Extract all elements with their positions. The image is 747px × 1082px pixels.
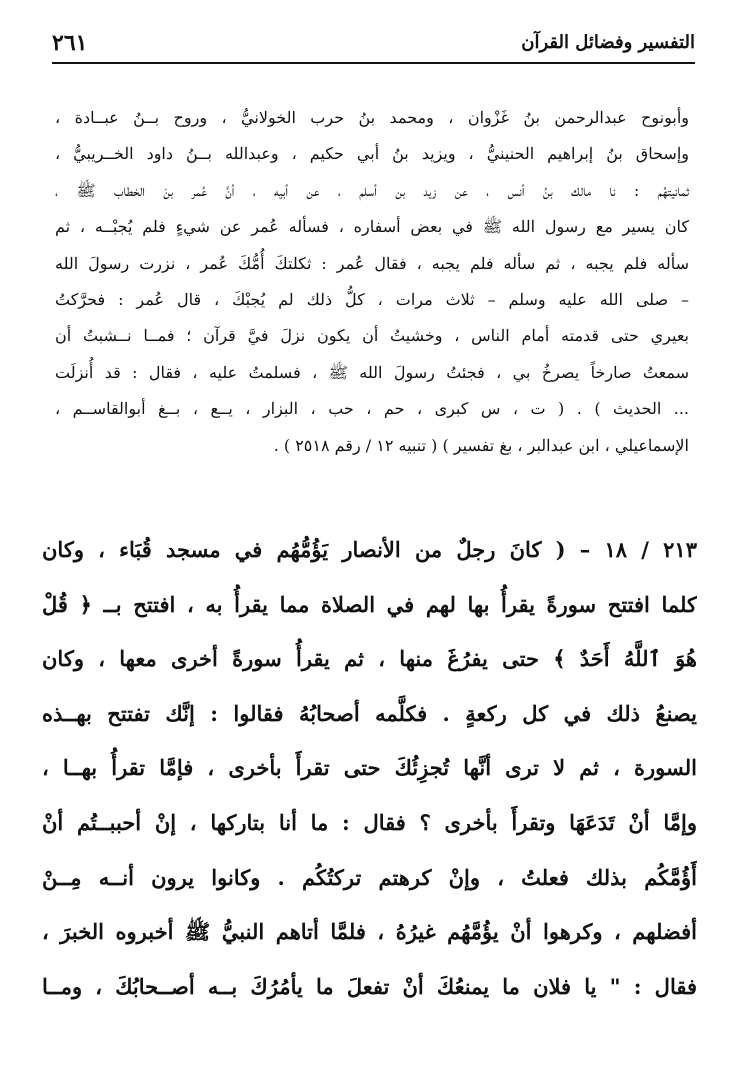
text-line: أفضلهم ، وكرهوا أنْ يؤُمَّهُم غيرُهُ ، فلمَّا أتاهم النبيُّ ﷺ أخبروه الخبرَ ،: [42, 919, 697, 945]
header-divider: [52, 62, 695, 64]
text-line: أَؤُمَّكُم بذلك فعلتُ ، وإنْ كرهتم تركتُكُم . وكانوا يرون أنــه مِــنْ: [42, 864, 697, 890]
hadith-entry: [42, 523, 697, 1014]
footnote-block: [55, 100, 689, 464]
text-line: هُوَ ٱللَّهُ أَحَدٌ ﴾ حتى يفرُغَ منها ، ثم يقرأُ سورةً أخرى معها ، وكان: [42, 646, 697, 672]
footnote-line: ... الحديث ) . ( ت ، س كبرى ، حم ، حب ، البزار ، يــع ، بــغ أبوالقاســم ،: [55, 399, 689, 419]
footnote-line: الإسماعيلي ، ابن عبدالبر ، بغ تفسير ) ( تنبيه ١٢ / رقم ٢٥١٨ ) .: [273, 435, 689, 455]
text-line: يصنعُ ذلك في كل ركعةٍ . فكلَّمه أصحابُهُ فقالوا : إنَّك تفتتح بهــذه: [42, 700, 697, 726]
running-title: التفسير وفضائل القرآن: [521, 32, 695, 53]
text-line: فقال : " يا فلان ما يمنعُكَ أنْ تفعلَ ما يأمُرُكَ بــه أصــحابُكَ ، ومــا: [42, 973, 697, 999]
footnote-line: سأله فلم يجبه ، ثم سأله فلم يجبه ، فقال عُمر : ثكلتكَ أُمُّكَ عُمر ، نزرت رسولَ الله: [55, 253, 689, 273]
text-line: كلما افتتح سورةً يقرأُ بها لهم في الصلاة مما يقرأُ به ، افتتح بــ ﴿ قُلْ: [42, 591, 697, 617]
footnote-line: – صلى الله عليه وسلم – ثلاث مرات ، كلُّ ذلك لم يُجبْكَ ، قال عُمر : فحرَّكتُ: [55, 289, 689, 309]
footnote-line: بعيري حتى قدمته أمام الناس ، وخشيتُ أن يكون نزلَ فيَّ قرآن ؛ فمــا نــشبتُ أن: [55, 326, 689, 346]
text-line: وإمَّا أنْ تَدَعَهَا وتقرأَ بأخرى ؟ فقال : ما أنا بتاركها ، إنْ أحببــتُم أنْ: [42, 809, 697, 835]
footnote-line: كان يسير مع رسول الله ﷺ في بعض أسفاره ، فسأله عُمر عن شيءٍ فلم يُجبْــه ، ثم: [55, 217, 689, 237]
text-line: السورة ، ثم لا ترى أنَّها تُجزِئُكَ حتى تقرأَ بأخرى ، فإمَّا تقرأُ بهــا ،: [42, 755, 697, 781]
footnote-line: ثمانيتهُم : نا مالك بنُ أنس ، عن زيد بن أسلم ، عن أبيه ، أنَّ عُمر بنَ الخطاب ﷺ ،: [55, 180, 689, 200]
footnote-line: وإسحاق بنُ إبراهيم الحنينيُّ ، ويزيد بنُ أبي حكيم ، وعبدالله بــنُ داود الخــريبيُّ ،: [55, 144, 689, 164]
footnote-line: سمعتُ صارخاً يصرخُ بي ، فجئتُ رسولَ الله ﷺ ، فسلمتُ عليه ، فقال : قد أُنزلَت: [55, 362, 689, 382]
footnote-line: وأبونوح عبدالرحمن بنُ غَزْوان ، ومحمد بنُ حرب الخولانيُّ ، وروح بــنُ عبــادة ،: [55, 108, 689, 127]
text-line: ٢١٣ / ١٨ – ( كانَ رجلٌ من الأنصار يَؤُمُّهُم في مسجد قُبَاء ، وكان: [42, 537, 697, 562]
running-header: [52, 28, 695, 62]
page-number: ٢٦١: [52, 30, 88, 56]
